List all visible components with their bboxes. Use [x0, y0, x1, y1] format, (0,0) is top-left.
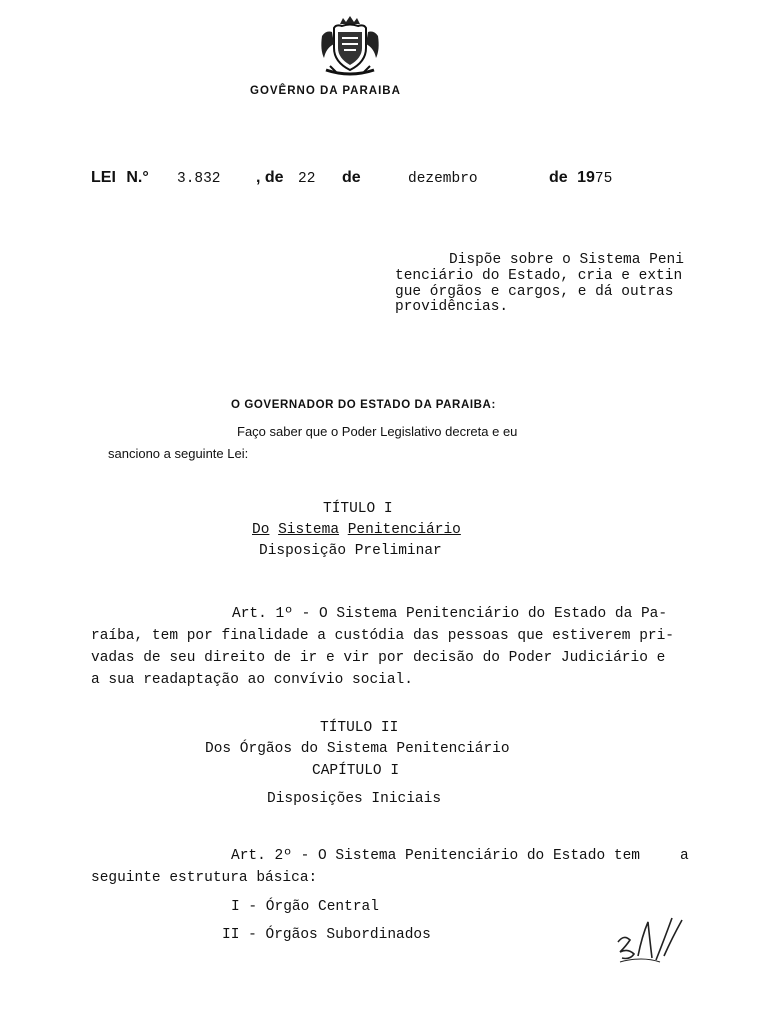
de-label-3: de	[549, 169, 568, 186]
law-year	[549, 169, 612, 187]
art-1-line: vadas de seu direito de ir e vir por decisão do Poder Judiciário e	[91, 650, 666, 666]
preamble-line: sanciono a seguinte Lei:	[108, 446, 249, 461]
lei-word: LEI	[91, 169, 116, 186]
art-2-line-end: a	[680, 848, 689, 864]
title-2-subtitle: Dos Órgãos do Sistema Penitenciário	[205, 741, 510, 757]
structure-item: II - Órgãos Subordinados	[222, 927, 431, 943]
coat-of-arms-icon	[316, 14, 384, 78]
subtitle-penitenciario: Penitenciário	[347, 522, 461, 538]
title-1-heading: TÍTULO I	[323, 501, 393, 517]
year-typed: 75	[594, 171, 613, 187]
chapter-heading: CAPÍTULO I	[312, 763, 400, 779]
chapter-section: Disposições Iniciais	[267, 791, 442, 807]
summary-line: Dispõe sobre o Sistema Peni	[449, 252, 684, 268]
title-1-subtitle	[252, 522, 461, 538]
law-month: dezembro	[408, 171, 478, 187]
summary-line: tenciário do Estado, cria e extin	[395, 268, 683, 284]
subtitle-do: Do	[252, 522, 270, 538]
subtitle-sistema: Sistema	[278, 522, 340, 538]
law-number: 3.832	[177, 171, 221, 187]
title-2-heading: TÍTULO II	[320, 720, 399, 736]
lei-label	[91, 169, 149, 187]
summary-line: providências.	[395, 299, 509, 315]
preamble-line: Faço saber que o Poder Legislativo decreta e eu	[237, 424, 518, 439]
number-abbrev: N.°	[126, 169, 149, 186]
initials-signature-icon	[612, 912, 686, 966]
de-label-2: de	[342, 169, 361, 186]
de-label-1: , de	[256, 169, 284, 186]
art-1-line: a sua readaptação ao convívio social.	[91, 672, 413, 688]
title-1-section: Disposição Preliminar	[259, 543, 442, 559]
year-printed: 19	[577, 169, 595, 186]
summary-line: gue órgãos e cargos, e dá outras	[395, 284, 674, 300]
art-1-line: raíba, tem por finalidade a custódia das pessoas que estiverem pri-	[91, 628, 674, 644]
structure-item: I - Órgão Central	[231, 899, 379, 915]
art-1-line: Art. 1º - O Sistema Penitenciário do Estado da Pa-	[232, 606, 668, 622]
art-2-line: seguinte estrutura básica:	[91, 870, 318, 886]
law-day: 22	[298, 171, 316, 187]
government-heading: GOVÊRNO DA PARAIBA	[250, 85, 401, 97]
governor-heading: O GOVERNADOR DO ESTADO DA PARAIBA:	[231, 399, 496, 411]
art-2-line: Art. 2º - O Sistema Penitenciário do Estado tem	[231, 848, 640, 864]
